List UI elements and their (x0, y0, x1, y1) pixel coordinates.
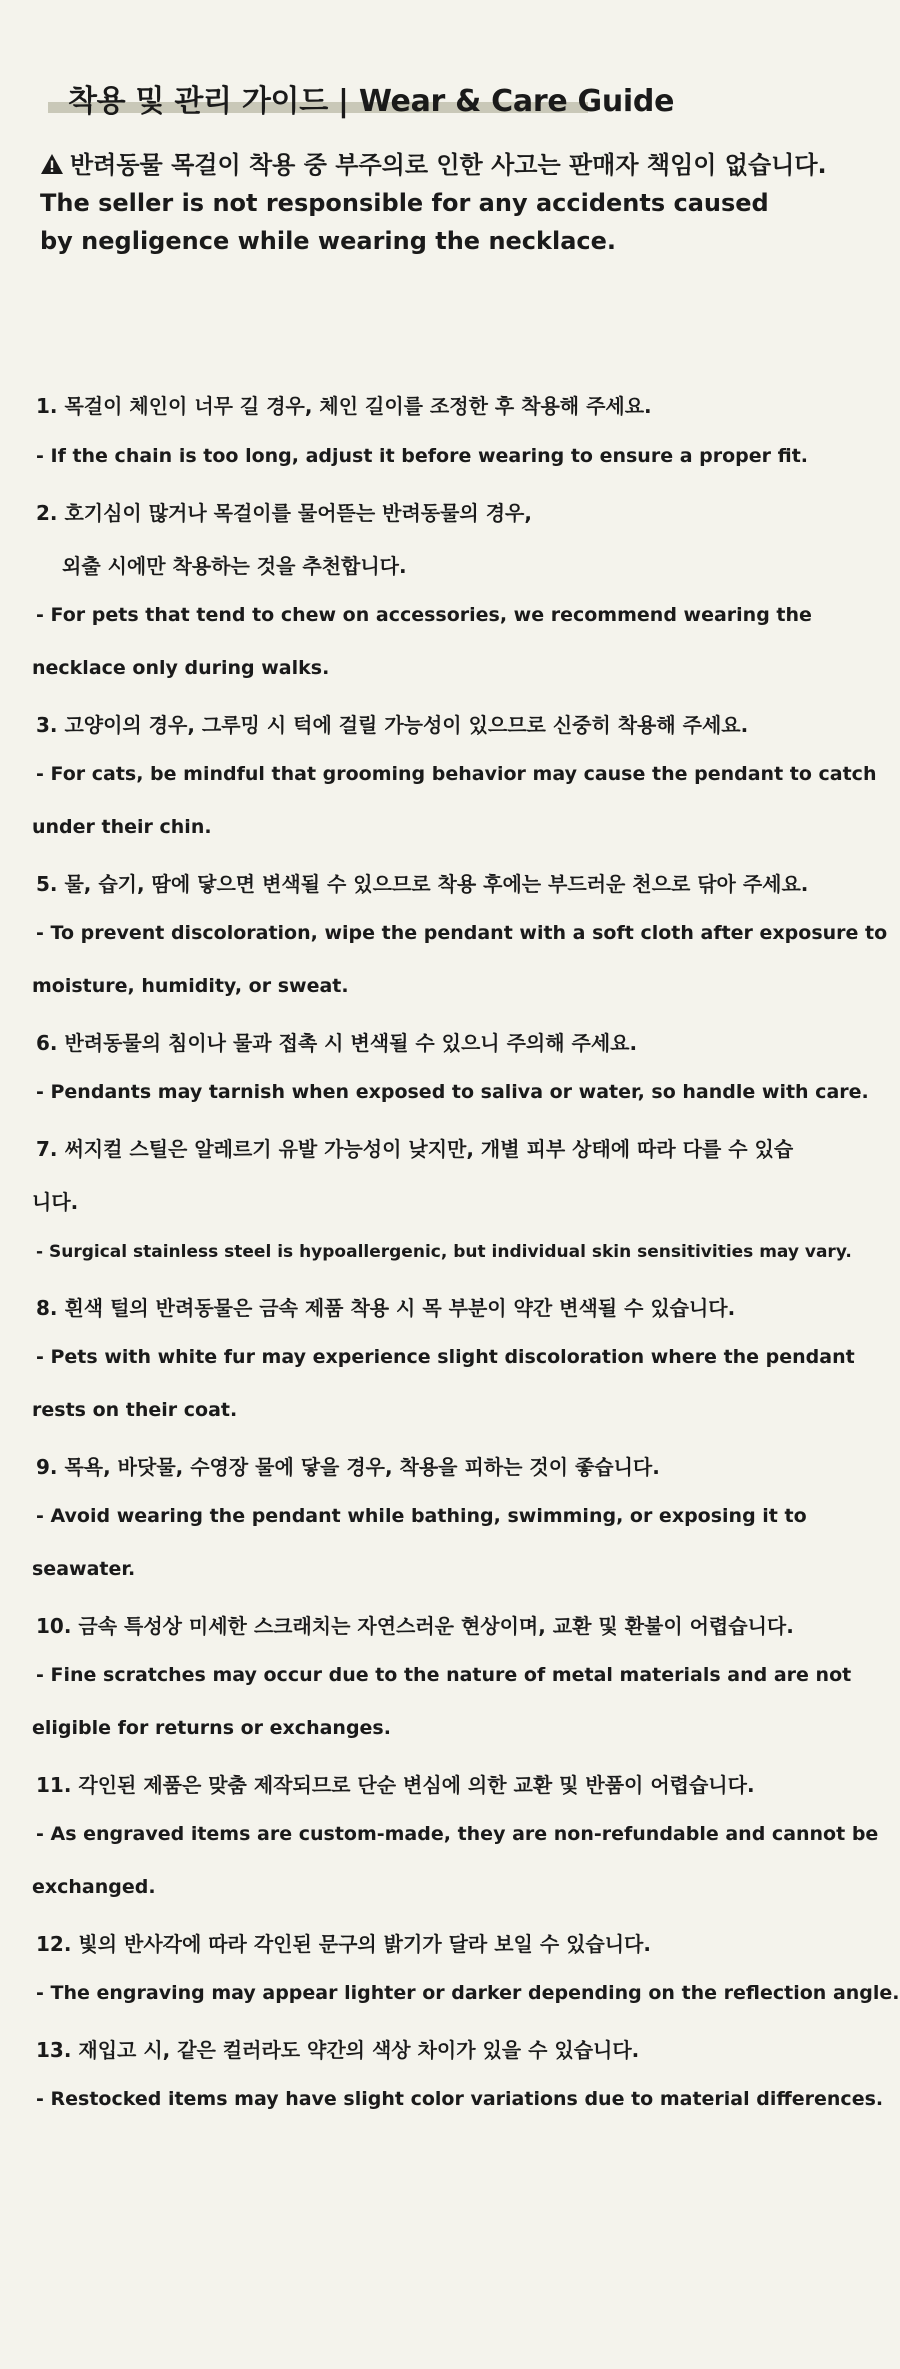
item-5-en-cont: moisture, humidity, or sweat. (32, 975, 349, 997)
item-7-ko: 7. 써지컬 스틸은 알레르기 유발 가능성이 낮지만, 개별 피부 상태에 따라 다를 수 있습 (36, 1137, 794, 1161)
item-2-ko-cont: 외출 시에만 착용하는 것을 추천합니다. (62, 554, 407, 578)
item-9-en-cont: seawater. (32, 1558, 136, 1580)
item-8-en: - Pets with white fur may experience slight discoloration where the pendant (36, 1346, 855, 1368)
title-block (48, 72, 675, 120)
item-12-en: - The engraving may appear lighter or darker depending on the reflection angle. (36, 1982, 900, 2004)
item-5-en: - To prevent discoloration, wipe the pendant with a soft cloth after exposure to (36, 922, 888, 944)
page-title: 착용 및 관리 가이드 | Wear & Care Guide (68, 84, 675, 119)
item-10-en: - Fine scratches may occur due to the nature of metal materials and are not (36, 1664, 852, 1686)
item-1-ko: 1. 목걸이 체인이 너무 길 경우, 체인 길이를 조정한 후 착용해 주세요. (36, 394, 652, 418)
item-1-en: - If the chain is too long, adjust it before wearing to ensure a proper fit. (36, 445, 809, 467)
item-10-ko: 10. 금속 특성상 미세한 스크래치는 자연스러운 현상이며, 교환 및 환불이 어렵습니다. (36, 1614, 794, 1638)
warning-icon (40, 153, 64, 175)
item-10-en-cont: eligible for returns or exchanges. (32, 1717, 391, 1739)
item-8-en-cont: rests on their coat. (32, 1399, 238, 1421)
item-6-en: - Pendants may tarnish when exposed to saliva or water, so handle with care. (36, 1081, 869, 1103)
item-2-en-cont: necklace only during walks. (32, 657, 330, 679)
item-3-en: - For cats, be mindful that grooming behavior may cause the pendant to catch (36, 763, 877, 785)
item-11-en: - As engraved items are custom-made, they are non-refundable and cannot be (36, 1823, 879, 1845)
item-7-en: - Surgical stainless steel is hypoallergenic, but individual skin sensitivities may vary. (36, 1242, 852, 1262)
item-13-en: - Restocked items may have slight color variations due to material differences. (36, 2088, 884, 2110)
item-9-ko: 9. 목욕, 바닷물, 수영장 물에 닿을 경우, 착용을 피하는 것이 좋습니다. (36, 1455, 660, 1479)
warning-notice (40, 146, 827, 260)
item-7-ko-cont: 니다. (32, 1190, 79, 1214)
item-11-ko: 11. 각인된 제품은 맞춤 제작되므로 단순 변심에 의한 교환 및 반품이 어렵습니다. (36, 1773, 755, 1797)
item-6-ko: 6. 반려동물의 침이나 물과 접촉 시 변색될 수 있으니 주의해 주세요. (36, 1031, 638, 1055)
item-9-en: - Avoid wearing the pendant while bathing, swimming, or exposing it to (36, 1505, 807, 1527)
item-8-ko: 8. 흰색 털의 반려동물은 금속 제품 착용 시 목 부분이 약간 변색될 수 있습니다. (36, 1296, 736, 1320)
warning-en-line-2: by negligence while wearing the necklace. (40, 227, 617, 255)
item-5-ko: 5. 물, 습기, 땀에 닿으면 변색될 수 있으므로 착용 후에는 부드러운 천으로 닦아 주세요. (36, 872, 809, 896)
warning-ko-line (40, 146, 827, 184)
item-13-ko: 13. 재입고 시, 같은 컬러라도 약간의 색상 차이가 있을 수 있습니다. (36, 2038, 640, 2062)
item-11-en-cont: exchanged. (32, 1876, 156, 1898)
item-2-en: - For pets that tend to chew on accessories, we recommend wearing the (36, 604, 812, 626)
warning-en-line-1: The seller is not responsible for any accidents caused (40, 189, 769, 217)
item-3-ko: 3. 고양이의 경우, 그루밍 시 턱에 걸릴 가능성이 있으므로 신중히 착용해 주세요. (36, 713, 749, 737)
item-12-ko: 12. 빛의 반사각에 따라 각인된 문구의 밝기가 달라 보일 수 있습니다. (36, 1932, 651, 1956)
item-3-en-cont: under their chin. (32, 816, 212, 838)
warning-ko-text: 반려동물 목걸이 착용 중 부주의로 인한 사고는 판매자 책임이 없습니다. (70, 151, 827, 179)
item-2-ko: 2. 호기심이 많거나 목걸이를 물어뜯는 반려동물의 경우, (36, 501, 532, 525)
